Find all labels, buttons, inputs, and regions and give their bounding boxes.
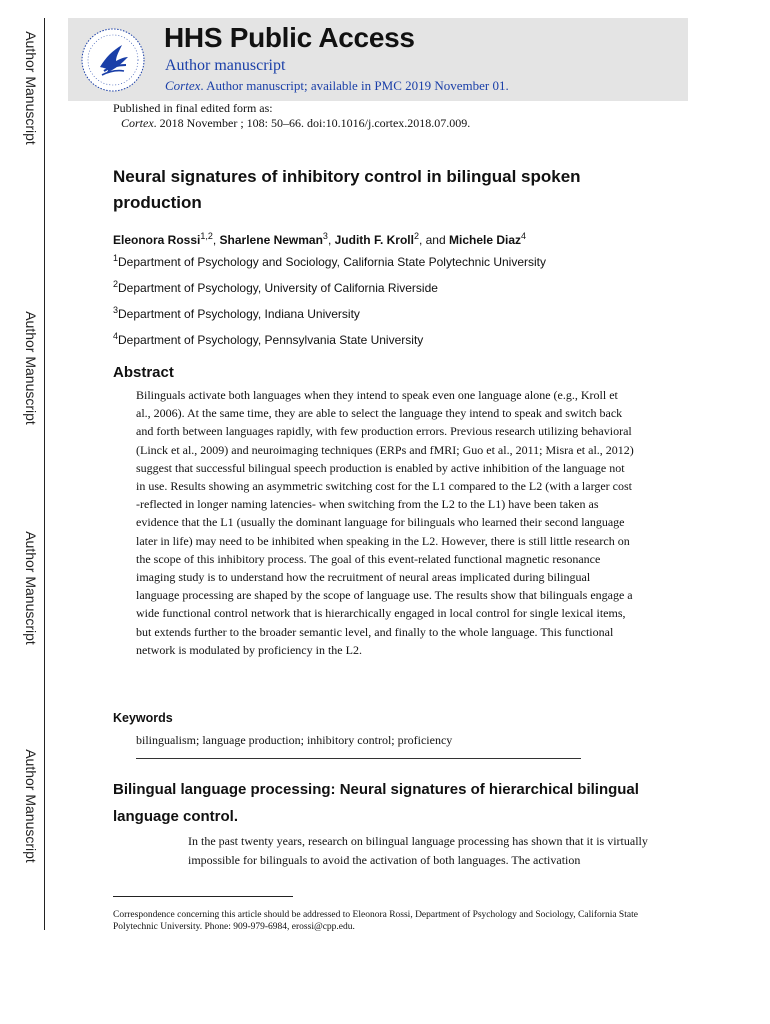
keywords-text: bilingualism; language production; inhibitory control; proficiency: [136, 733, 453, 747]
author-list: Eleonora Rossi$^{1,2}$, Sharlene Newman$^3$, Judith F. Kroll$^2$, and Michele Diaz$^4$: [113, 231, 527, 247]
published-in: Published in final edited form as:: [113, 101, 273, 115]
section-heading: Bilingual language processing: Neural signatures of hierarchical bilingual language control.: [113, 781, 639, 825]
correspondence-footnote: Correspondence concerning this article should be addressed to Eleonora Rossi, Department of Psychology and Sociology, California State Polytechnic University. Phone: 909-979-6984, erossi@cpp.edu.: [113, 910, 638, 932]
affiliation: $^4$Department of Psychology, Pennsylvania State University: [113, 331, 424, 347]
rail-label-1: Author Manuscript: [23, 31, 39, 145]
abstract-text: Bilinguals activate both languages when they intend to speak even one language alone (e.g., Kroll et al., 2006). At the same time, they are able to select the language they intend to speak and switch back and forth between languages rapidly, with few production errors. Previous research utilizing behavioral (Linck et al., 2009) and neuroimaging techniques (ERPs and fMRI; Guo et al., 2011; Misra et al., 2012) suggest that successful bilingual speech production is enabled by active inhibition of the language not in use. Results showing an asymmetric switching cost for the L1 compared to the L2 (with a larger cost -reflected in longer naming latencies- when switching from the L2 to the L1) have been taken as evidence that the L1 (usually the dominant language for bilinguals who learned their second language later in life) may need to be inhibited when speaking in the L2. However, there is still little research on the scope of this inhibitory process. The goal of this event-related functional magnetic resonance imaging study is to understand how the recruitment of neural areas implicated during bilingual language processing are shaped by the scope of language use. The results show that bilinguals engage a wide functional control network that is hierarchically engaged in local control for single lexical items, but extends further to the broader semantic level, and finally to the whole language. This functional network is modulated by proficiency in the L2.: [136, 388, 634, 657]
rail-label-4: Author Manuscript: [23, 749, 39, 863]
author-name: Eleonora Rossi: [113, 233, 201, 247]
author-name: Judith F. Kroll: [334, 233, 414, 247]
affiliation: $^1$Department of Psychology and Sociology, California State Polytechnic University: [113, 253, 547, 269]
keywords-divider: [136, 758, 581, 759]
manuscript-label: Author manuscript: [165, 57, 286, 74]
margin-rule: [44, 18, 45, 930]
author-name: Michele Diaz: [449, 233, 522, 247]
article-title: Neural signatures of inhibitory control in bilingual spoken production: [113, 167, 581, 212]
hhs-eagle-seal-icon: [80, 27, 146, 93]
footnote-divider: [113, 896, 293, 897]
affiliation: $^3$Department of Psychology, Indiana University: [113, 305, 360, 321]
rail-label-3: Author Manuscript: [23, 531, 39, 645]
author-name: Sharlene Newman: [219, 233, 323, 247]
banner-title: HHS Public Access: [164, 22, 415, 53]
keywords-heading: Keywords: [113, 711, 173, 725]
abstract-heading: Abstract: [113, 364, 174, 381]
body-paragraph: In the past twenty years, research on bilingual language processing has shown that it is virtually impossible for bilinguals to avoid the activation of both languages. The activation: [188, 834, 648, 867]
affiliation: $^2$Department of Psychology, University of California Riverside: [113, 279, 438, 295]
rail-label-2: Author Manuscript: [23, 311, 39, 425]
availability-line: Cortex. Author manuscript; available in PMC 2019 November 01.: [165, 78, 509, 93]
citation: Cortex. 2018 November ; 108: 50–66. doi:10.1016/j.cortex.2018.07.009.: [121, 116, 471, 130]
